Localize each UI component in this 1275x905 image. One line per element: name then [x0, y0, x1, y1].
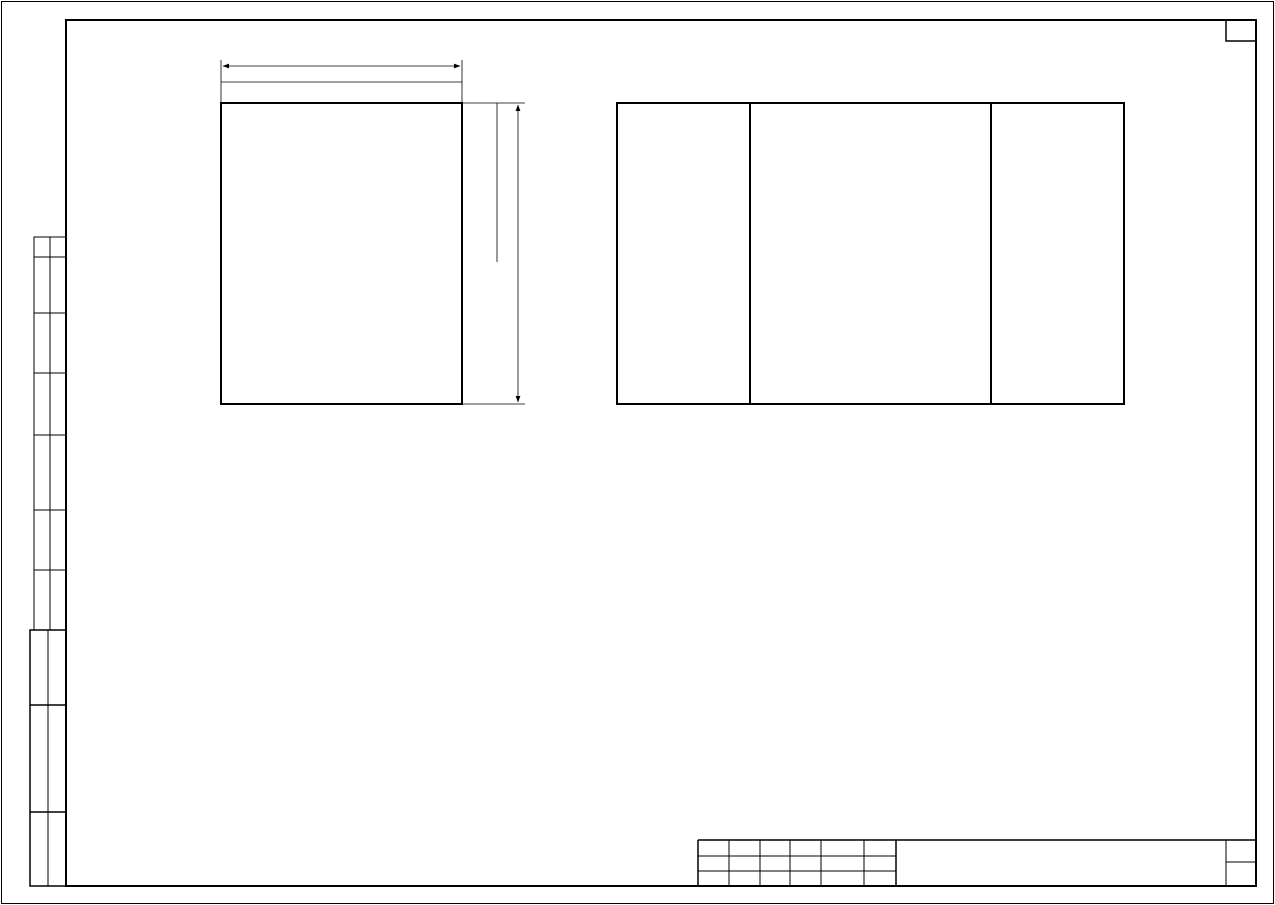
corner-box [1226, 20, 1256, 41]
title-block [698, 840, 1256, 886]
outer-border [2, 2, 1274, 904]
cabinet-interior [617, 103, 1124, 404]
sidebar [30, 237, 66, 886]
drawing-frame [66, 20, 1256, 886]
front-panel [221, 60, 525, 404]
